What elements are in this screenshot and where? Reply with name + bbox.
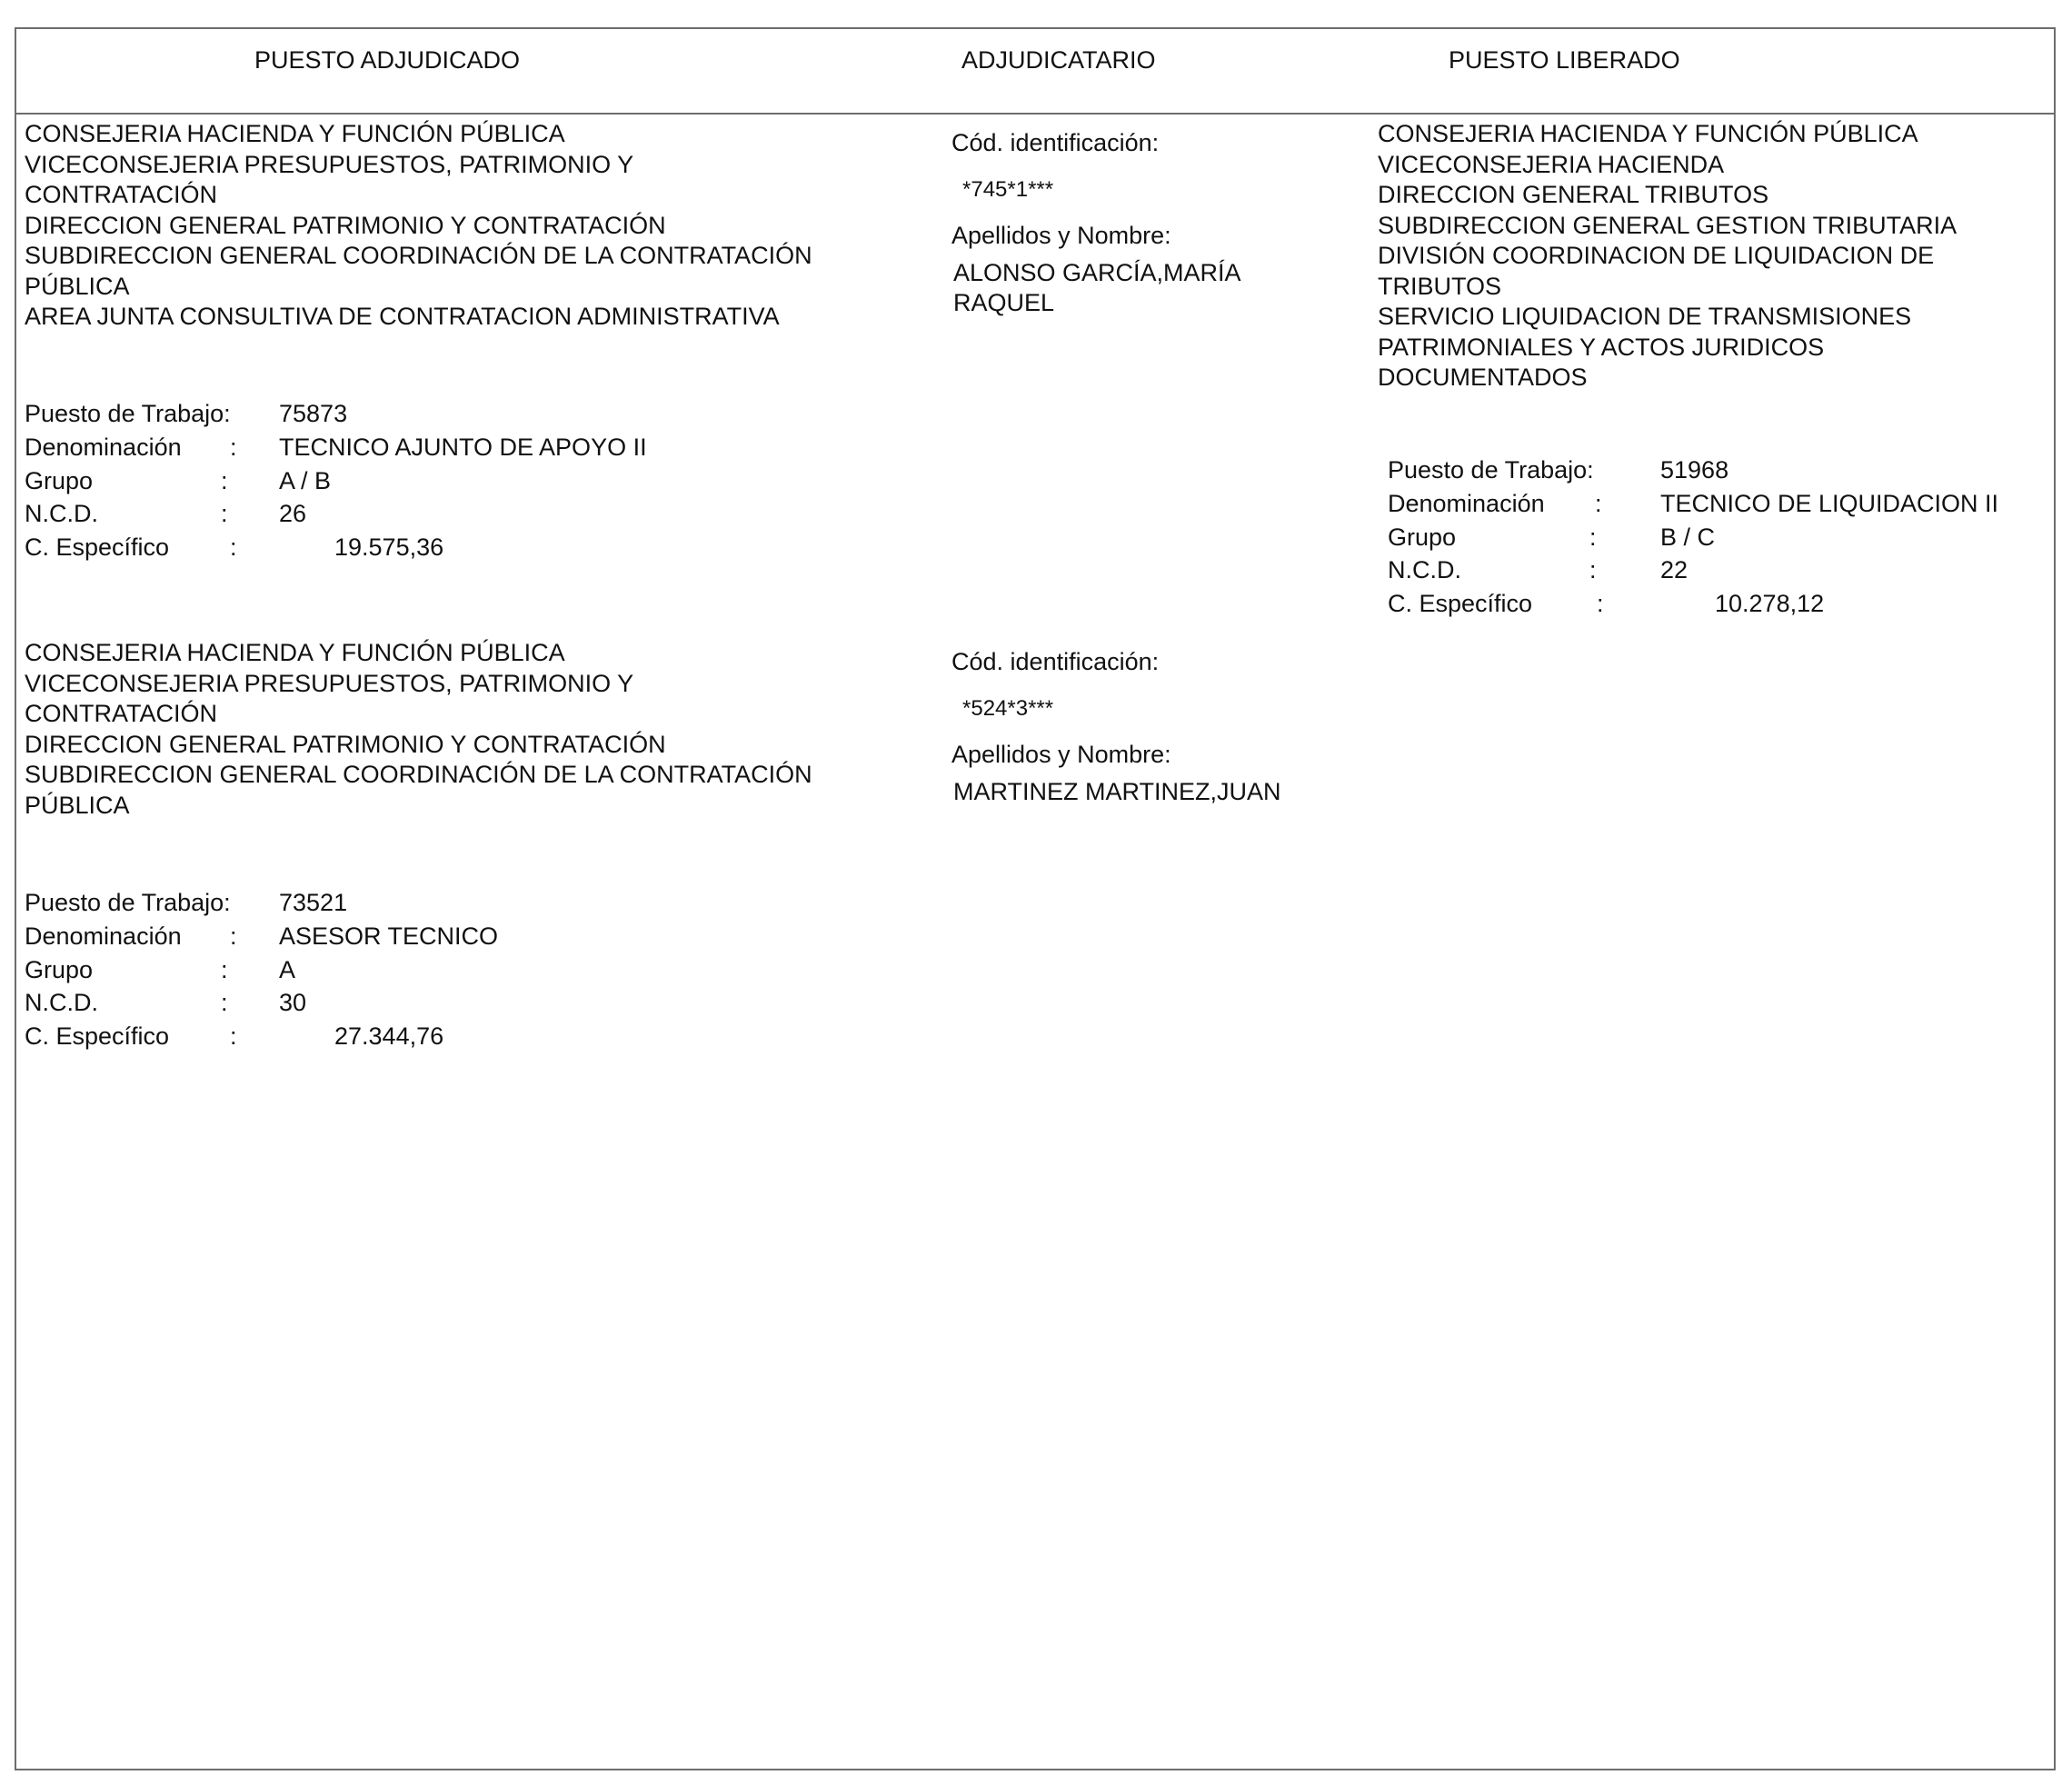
label-colon: : [230,1022,237,1050]
field-grupo [1388,524,2051,556]
value-nombre-line: MARTINEZ MARTINEZ,JUAN [953,778,1281,805]
label-colon: : [221,467,228,494]
row2-adjudicatario [951,647,1281,807]
field-puesto [25,400,842,434]
org-line: PÚBLICA [25,272,130,300]
value-especifico: 10.278,12 [1715,590,1825,617]
field-denominacion [25,922,842,956]
field-grupo [25,956,842,989]
header-puesto-adjudicado: PUESTO ADJUDICADO [254,46,521,74]
value-ncd: 26 [279,500,307,527]
label-apellidos: Apellidos y Nombre: [951,741,1171,768]
row1-adjudicatario [951,128,1241,318]
value-denominacion: TECNICO AJUNTO DE APOYO II [279,434,647,461]
org-line: DIRECCION GENERAL PATRIMONIO Y CONTRATACIÓN [25,211,666,239]
label-cod: Cód. identificación: [951,648,1160,675]
label-colon: : [221,500,228,527]
org-line: VICECONSEJERIA PRESUPUESTOS, PATRIMONIO Y [25,150,634,178]
label-especifico: C. Específico [1388,590,1533,617]
label-grupo: Grupo [25,467,94,494]
org-line: DIVISIÓN COORDINACION DE LIQUIDACION DE [1378,242,1935,269]
value-cod: *524*3*** [962,696,1054,721]
org-line: SERVICIO LIQUIDACION DE TRANSMISIONES [1378,303,1912,330]
label-grupo: Grupo [25,956,94,983]
value-grupo: A [279,956,296,983]
row1-adjudicado-details [25,400,842,567]
label-colon: : [1597,590,1604,617]
value-denominacion: ASESOR TECNICO [279,922,499,950]
org-line: SUBDIRECCION GENERAL GESTION TRIBUTARIA [1378,211,1957,239]
label-grupo: Grupo [1388,524,1457,551]
value-puesto: 75873 [279,400,348,427]
label-colon: : [230,922,237,950]
label-especifico: C. Específico [25,1022,170,1050]
header-divider [15,113,2056,115]
field-puesto [25,889,842,922]
value-grupo: B / C [1660,524,1716,551]
org-line: CONSEJERIA HACIENDA Y FUNCIÓN PÚBLICA [25,120,565,147]
label-puesto: Puesto de Trabajo: [25,889,231,916]
label-ncd: N.C.D. [25,989,98,1016]
value-nombre-line: RAQUEL [953,289,1055,316]
row1-liberado-org [1378,119,1957,394]
label-denominacion: Denominación [25,434,182,461]
label-ncd: N.C.D. [25,500,98,527]
header-adjudicatario: ADJUDICATARIO [961,46,1156,74]
label-puesto: Puesto de Trabajo: [25,400,231,427]
value-nombre-line: ALONSO GARCÍA,MARÍA [953,259,1241,286]
org-line: SUBDIRECCION GENERAL COORDINACIÓN DE LA CONTRATACIÓN [25,242,812,269]
row2-adjudicado-details [25,889,842,1056]
org-line: SUBDIRECCION GENERAL COORDINACIÓN DE LA CONTRATACIÓN [25,761,812,788]
row2-adjudicado-org [25,638,812,821]
label-denominacion: Denominación [1388,490,1545,517]
label-colon: : [1589,524,1597,551]
label-colon: : [221,989,228,1016]
org-line: PATRIMONIALES Y ACTOS JURIDICOS [1378,333,1825,361]
row1-adjudicado-org [25,119,812,333]
field-especifico [25,534,842,567]
org-line: VICECONSEJERIA PRESUPUESTOS, PATRIMONIO Y [25,669,634,697]
field-especifico [1388,590,2051,623]
field-especifico [25,1022,842,1056]
value-puesto: 51968 [1660,456,1729,484]
value-ncd: 30 [279,989,307,1016]
field-ncd [25,500,842,534]
org-line: DIRECCION GENERAL TRIBUTOS [1378,181,1769,208]
value-especifico: 27.344,76 [334,1022,444,1050]
field-grupo [25,467,842,500]
label-especifico: C. Específico [25,534,170,561]
org-line: CONTRATACIÓN [25,181,217,208]
label-colon: : [230,534,237,561]
value-ncd: 22 [1660,556,1688,583]
value-puesto: 73521 [279,889,348,916]
field-ncd [1388,556,2051,590]
label-ncd: N.C.D. [1388,556,1461,583]
org-line: CONTRATACIÓN [25,700,217,727]
org-line: AREA JUNTA CONSULTIVA DE CONTRATACION ADMINISTRATIVA [25,303,780,330]
label-colon: : [1595,490,1602,517]
org-line: PÚBLICA [25,791,130,819]
label-colon: : [230,434,237,461]
value-grupo: A / B [279,467,332,494]
row1-liberado-details [1388,456,2051,623]
field-ncd [25,989,842,1022]
label-colon: : [1589,556,1597,583]
org-line: DOCUMENTADOS [1378,364,1588,391]
value-denominacion: TECNICO DE LIQUIDACION II [1660,490,1999,517]
label-apellidos: Apellidos y Nombre: [951,222,1171,249]
label-denominacion: Denominación [25,922,182,950]
org-line: TRIBUTOS [1378,272,1502,300]
org-line: CONSEJERIA HACIENDA Y FUNCIÓN PÚBLICA [1378,120,1918,147]
field-puesto [1388,456,2051,490]
label-colon: : [221,956,228,983]
org-line: CONSEJERIA HACIENDA Y FUNCIÓN PÚBLICA [25,639,565,666]
label-cod: Cód. identificación: [951,129,1160,156]
field-denominacion [1388,490,2051,524]
org-line: DIRECCION GENERAL PATRIMONIO Y CONTRATACIÓN [25,730,666,758]
org-line: VICECONSEJERIA HACIENDA [1378,150,1725,178]
value-especifico: 19.575,36 [334,534,444,561]
value-cod: *745*1*** [962,177,1054,202]
field-denominacion [25,434,842,467]
header-puesto-liberado: PUESTO LIBERADO [1449,46,1680,74]
label-puesto: Puesto de Trabajo: [1388,456,1594,484]
